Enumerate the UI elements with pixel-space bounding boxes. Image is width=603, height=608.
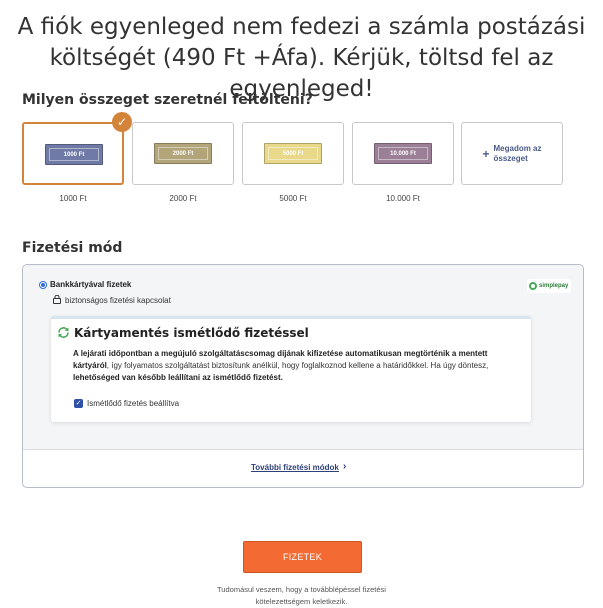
card-payment-panel: [23, 265, 583, 450]
simplepay-text: simplepay: [539, 283, 569, 289]
selected-check-icon: ✓: [112, 112, 132, 132]
banknote-text: 2000 Ft: [172, 150, 194, 157]
card-payment-label[interactable]: Bankkártyával fizetek: [50, 280, 132, 289]
card-payment-radio[interactable]: [39, 281, 47, 289]
recurring-text-normal: , így folyamatos szolgáltatást biztosítunk anélkül, hogy foglalkoznod kellene a határidőkkel. Ha úgy döntesz,: [106, 361, 489, 370]
banknote-icon: [374, 143, 432, 164]
headline-line-2: költségét (490 Ft +Áfa). Kérjük, töltsd fel az egyenleged!: [49, 45, 554, 102]
amount-label-1000: 1000 Ft: [59, 194, 87, 203]
recurring-text-bold-2: lehetőséged van később leállítani az ismétlődő fizetést.: [73, 373, 283, 382]
plus-icon: +: [482, 146, 490, 161]
amount-card-2000[interactable]: [132, 122, 234, 185]
banknote-text: 10.000 Ft: [390, 150, 416, 157]
secure-connection-label: biztonságos fizetési kapcsolat: [65, 296, 171, 305]
custom-amount-label: Megadom az összeget: [493, 143, 542, 163]
amount-card-1000[interactable]: [22, 122, 124, 185]
amount-label-2000: 2000 Ft: [169, 194, 197, 203]
recurring-payment-box: [51, 316, 531, 422]
amount-section-title: Milyen összeget szeretnél feltölteni?: [22, 92, 313, 108]
amount-card-10000[interactable]: [352, 122, 454, 185]
custom-amount-button[interactable]: [461, 122, 563, 185]
simplepay-icon: [529, 282, 537, 290]
recurring-title: Kártyamentés ismétlődő fizetéssel: [74, 326, 309, 340]
terms-notice: Tudomásul veszem, hogy a továbblépéssel fizetési kötelezettségem keletkezik.: [217, 585, 386, 606]
amount-label-5000: 5000 Ft: [279, 194, 307, 203]
refresh-icon: [57, 326, 70, 339]
pay-button[interactable]: FIZETEK: [243, 541, 362, 573]
lock-icon: [53, 295, 61, 304]
recurring-description: [73, 348, 523, 384]
more-payment-methods-link[interactable]: További fizetési módok: [251, 463, 339, 472]
recurring-checkbox-label[interactable]: Ismétlődő fizetés beállítva: [87, 399, 180, 408]
banknote-icon: [154, 143, 212, 164]
recurring-text-bold-1: A lejárati időpontban a megújuló szolgáltatáscsomag díjának kifizetése automatikusan megtörténik a mentett kártyáról: [73, 349, 488, 370]
payment-method-box: [22, 264, 584, 488]
payment-section-title: Fizetési mód: [22, 240, 123, 256]
headline-line-1: A fiók egyenleged nem fedezi a számla postázási: [17, 14, 586, 40]
simplepay-logo: [527, 279, 571, 293]
banknote-icon: [45, 144, 103, 165]
banknote-text: 1000 Ft: [63, 151, 85, 158]
banknote-text: 5000 Ft: [282, 150, 304, 157]
recurring-checkbox[interactable]: ✓: [75, 400, 82, 407]
amount-label-10000: 10.000 Ft: [386, 194, 420, 203]
chevron-right-icon[interactable]: ›: [343, 461, 347, 472]
amount-card-5000[interactable]: [242, 122, 344, 185]
banknote-icon: [264, 143, 322, 164]
amount-options: [22, 115, 582, 217]
